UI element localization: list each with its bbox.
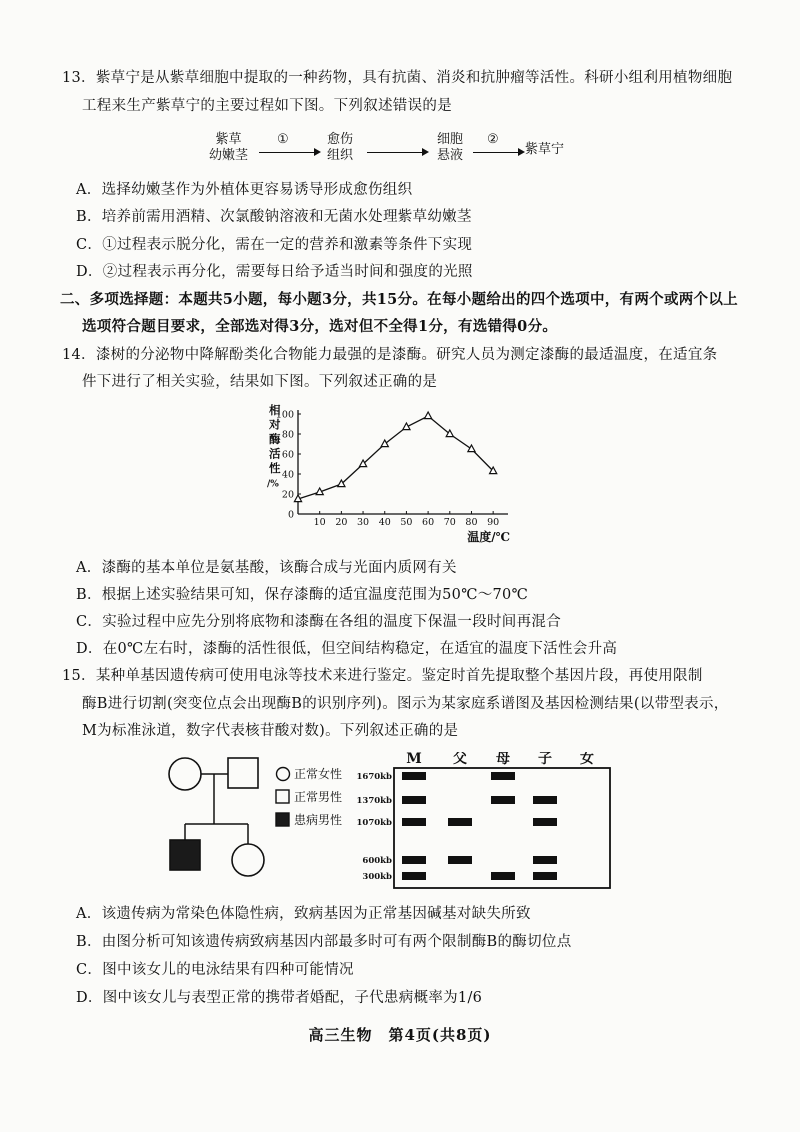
chart-data-point: [446, 430, 453, 437]
q14-option-d: D．在0℃左右时，漆酶的活性很低，但空间结构稳定，在适宜的温度下活性会升高: [76, 641, 618, 657]
gel-band: [448, 818, 472, 826]
flow-node-stem-line1: 紫草: [215, 132, 242, 147]
q14-option-b: B．根据上述实验结果可知，保存漆酶的适宜温度范围为50℃～70℃: [76, 587, 529, 603]
q15-option-c: C．图中该女儿的电泳结果有四种可能情况: [76, 962, 354, 978]
y-tick-label: 100: [275, 409, 294, 421]
chart-data-point: [425, 412, 432, 419]
q13-option-c: C．①过程表示脱分化，需在一定的营养和激素等条件下实现: [76, 237, 473, 253]
q13-option-d: D．②过程表示再分化，需要每日给予适当时间和强度的光照: [76, 264, 473, 280]
q15-stem-line2: 酶B进行切割(突变位点会出现酶B的识别序列)。图示为某家庭系谱图及基因检测结果(以带型表示，: [82, 696, 729, 712]
flow-node-callus-line1: 愈伤: [327, 132, 354, 147]
q15-option-b: B．由图分析可知该遗传病致病基因内部最多时可有两个限制酶B的酶切位点: [76, 934, 572, 950]
flow-arrow-2: [367, 152, 427, 153]
q15-option-d: D．图中该女儿与表型正常的携带者婚配，子代患病概率为1/6: [76, 990, 483, 1006]
y-tick-label: 0: [287, 509, 294, 521]
gel-size-label: 300kb: [362, 872, 392, 882]
q13-stem-line1: 13．紫草宁是从紫草细胞中提取的一种药物，具有抗菌、消炎和抗肿瘤等活性。科研小组利用植物细胞: [62, 70, 733, 86]
flow-step-1-label: ①: [277, 132, 289, 147]
q13-stem-line2: 工程来生产紫草宁的主要过程如下图。下列叙述错误的是: [82, 98, 452, 114]
gel-band: [533, 796, 557, 804]
gel-band: [533, 818, 557, 826]
gel-lane-label: 母: [496, 752, 510, 767]
flow-step-2-label: ②: [487, 132, 499, 147]
gel-band: [402, 796, 426, 804]
x-tick-label: 80: [465, 517, 478, 528]
gel-band: [402, 818, 426, 826]
flow-node-suspension-line2: 悬液: [437, 148, 464, 163]
pedigree-father: [228, 758, 258, 788]
y-tick-label: 80: [281, 429, 294, 441]
gel-band: [402, 872, 426, 880]
x-tick-label: 90: [487, 517, 500, 528]
q15-option-a: A．该遗传病为常染色体隐性病，致病基因为正常基因碱基对缺失所致: [76, 906, 531, 922]
gel-band: [491, 872, 515, 880]
legend-male-symbol: [276, 790, 289, 803]
gel-frame: [394, 768, 610, 888]
x-tick-label: 10: [313, 517, 326, 528]
pedigree-affected-son: [170, 840, 200, 870]
gel-lane-label: 子: [538, 752, 552, 767]
gel-size-label: 600kb: [362, 856, 392, 866]
chart-data-point: [468, 445, 475, 452]
gel-band: [491, 796, 515, 804]
gel-band: [402, 772, 426, 780]
legend-affected-male: 患病男性: [294, 813, 343, 827]
x-tick-label: 70: [443, 517, 456, 528]
legend-normal-male: 正常男性: [294, 790, 343, 804]
enzyme-activity-chart: [258, 402, 520, 544]
x-tick-label: 60: [422, 517, 435, 528]
gel-lane-label: 父: [453, 752, 467, 767]
gel-band: [533, 856, 557, 864]
flow-node-callus: [327, 132, 353, 164]
chart-y-label: 相对酶活性/%: [267, 403, 281, 490]
page-footer: 高三生物 第4页(共8页): [308, 1026, 492, 1044]
flow-node-stem: [209, 132, 248, 164]
pedigree-chart: [169, 758, 264, 876]
x-tick-label: 30: [357, 517, 370, 528]
section2-heading-line2: 选项符合题目要求，全部选对得3分，选对但不全得1分，有选错得0分。: [82, 318, 558, 335]
pedigree-and-gel-figure: [160, 752, 630, 892]
q13-flow-diagram: [205, 132, 565, 172]
section2-heading-line1: 二、多项选择题：本题共5小题，每小题3分，共15分。在每小题给出的四个选项中，有两个或两个以上: [60, 291, 738, 308]
legend-normal-female: 正常女性: [294, 767, 343, 781]
x-tick-label: 40: [378, 517, 391, 528]
chart-data-point: [381, 440, 388, 447]
gel-band: [402, 856, 426, 864]
q14-option-a: A．漆酶的基本单位是氨基酸，该酶合成与光面内质网有关: [76, 560, 457, 576]
chart-series-line: [298, 416, 493, 499]
gel-band: [491, 772, 515, 780]
gel-lane-label: 女: [580, 752, 594, 767]
q14-stem-line2: 件下进行了相关实验，结果如下图。下列叙述正确的是: [82, 374, 438, 390]
y-tick-label: 60: [281, 449, 294, 461]
pedigree-mother: [169, 758, 201, 790]
y-tick-label: 40: [281, 469, 294, 481]
legend-affected-symbol: [276, 813, 289, 826]
gel-lane-label: M: [406, 752, 422, 767]
gel-size-label: 1670kb: [356, 772, 392, 782]
flow-node-suspension: [437, 132, 463, 164]
gel-size-label: 1370kb: [356, 796, 392, 806]
flow-node-stem-line2: 幼嫩茎: [209, 148, 249, 163]
q15-stem-line3: M为标准泳道，数字代表核苷酸对数)。下列叙述正确的是: [82, 723, 459, 739]
flow-arrow-3: [473, 152, 523, 153]
gel-band: [533, 872, 557, 880]
chart-x-label: 温度/℃: [467, 530, 510, 544]
q14-option-c: C．实验过程中应先分别将底物和漆酶在各组的温度下保温一段时间再混合: [76, 614, 561, 630]
q15-stem-line1: 15．某种单基因遗传病可使用电泳等技术来进行鉴定。鉴定时首先提取整个基因片段，再使用限制: [62, 668, 703, 684]
flow-node-shikonin: 紫草宁: [525, 142, 565, 157]
flow-arrow-1: [259, 152, 319, 153]
x-tick-label: 20: [335, 517, 348, 528]
pedigree-legend: [276, 766, 342, 827]
flow-node-suspension-line1: 细胞: [437, 132, 464, 147]
flow-node-callus-line2: 组织: [327, 148, 354, 163]
y-tick-label: 20: [281, 489, 294, 501]
gel-size-label: 1070kb: [356, 818, 392, 828]
gel-band: [448, 856, 472, 864]
electrophoresis-gel: [357, 752, 611, 888]
legend-female-symbol: [277, 768, 290, 781]
q13-option-b: B．培养前需用酒精、次氯酸钠溶液和无菌水处理紫草幼嫩茎: [76, 209, 472, 225]
q13-option-a: A．选择幼嫩茎作为外植体更容易诱导形成愈伤组织: [76, 182, 413, 198]
x-tick-label: 50: [400, 517, 413, 528]
pedigree-daughter: [232, 844, 264, 876]
q14-stem-line1: 14．漆树的分泌物中降解酚类化合物能力最强的是漆酶。研究人员为测定漆酶的最适温度，在适宜条: [62, 347, 718, 363]
